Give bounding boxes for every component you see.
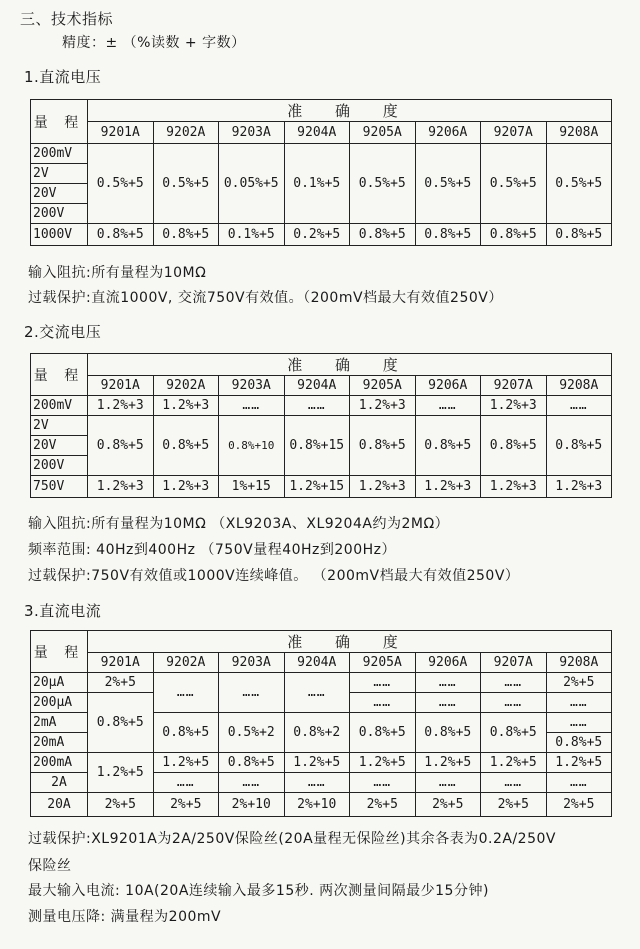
value-cell: …… [284, 773, 350, 793]
value-cell: 0.5%+5 [88, 144, 154, 224]
range-header: 量 程 [31, 100, 88, 144]
dcv-table [30, 99, 612, 246]
value-cell: …… [350, 773, 416, 793]
range-cell: 20V [31, 436, 88, 456]
dcv-title: 1.直流电压 [24, 68, 102, 86]
value-cell: …… [350, 673, 416, 693]
value-cell: …… [153, 773, 219, 793]
value-cell: 0.8%+5 [481, 416, 547, 476]
value-cell: 0.8%+10 [219, 416, 285, 476]
value-cell: 0.5%+5 [415, 144, 481, 224]
value-cell: 0.8%+5 [153, 224, 219, 246]
range-header: 量 程 [31, 354, 88, 396]
range-cell: 200mV [31, 396, 88, 416]
value-cell: …… [415, 396, 481, 416]
value-cell: 0.8%+5 [481, 713, 547, 753]
precision-note: 精度：± （%读数 + 字数） [62, 35, 246, 51]
value-cell: 0.5%+5 [350, 144, 416, 224]
value-cell: 0.8%+5 [88, 224, 154, 246]
value-cell: 2%+5 [415, 793, 481, 817]
value-cell: …… [153, 673, 219, 713]
value-cell: 0.8%+5 [350, 224, 416, 246]
value-cell: 1.2%+5 [350, 753, 416, 773]
value-cell: 0.5%+5 [481, 144, 547, 224]
dca-table [30, 630, 612, 817]
model-header: 9208A [546, 653, 612, 673]
value-cell: …… [219, 673, 285, 713]
value-cell: 1.2%+3 [88, 476, 154, 498]
range-cell: 1000V [31, 224, 88, 246]
accuracy-header: 准 确 度 [88, 100, 612, 122]
value-cell: 2%+5 [546, 793, 612, 817]
value-cell: 0.8%+5 [481, 224, 547, 246]
model-header: 9204A [284, 376, 350, 396]
acv-note-impedance: 输入阻抗:所有量程为10MΩ （XL9203A、XL9204A约为2MΩ） [28, 516, 450, 532]
value-cell: …… [219, 396, 285, 416]
value-cell: 0.8%+5 [546, 733, 612, 753]
model-header: 9201A [88, 122, 154, 144]
model-header: 9208A [546, 376, 612, 396]
range-cell: 2mA [31, 713, 88, 733]
value-cell: 0.1%+5 [284, 144, 350, 224]
range-cell: 2V [31, 164, 88, 184]
value-cell: …… [546, 693, 612, 713]
model-header: 9201A [88, 653, 154, 673]
value-cell: 0.8%+5 [546, 224, 612, 246]
range-cell: 20mA [31, 733, 88, 753]
value-cell: 0.1%+5 [219, 224, 285, 246]
value-cell: 1.2%+5 [153, 753, 219, 773]
value-cell: 0.8%+2 [284, 713, 350, 753]
model-header: 9207A [481, 376, 547, 396]
model-header: 9205A [350, 122, 416, 144]
dcv-note-impedance: 输入阻抗:所有量程为10MΩ [28, 265, 207, 281]
value-cell: …… [219, 773, 285, 793]
dcv-note-overload: 过载保护:直流1000V, 交流750V有效值。（200mV档最大有效值250V） [28, 290, 503, 306]
acv-table [30, 353, 612, 498]
value-cell: 2%+5 [350, 793, 416, 817]
model-header: 9203A [219, 376, 285, 396]
value-cell: 1.2%+3 [415, 476, 481, 498]
acv-title: 2.交流电压 [24, 323, 102, 341]
value-cell: 0.2%+5 [284, 224, 350, 246]
value-cell: 1.2%+15 [284, 476, 350, 498]
value-cell: 1.2%+5 [88, 753, 154, 793]
value-cell: 0.5%+5 [546, 144, 612, 224]
value-cell: …… [284, 673, 350, 713]
range-header: 量 程 [31, 631, 88, 673]
model-header: 9201A [88, 376, 154, 396]
value-cell: …… [546, 773, 612, 793]
accuracy-header: 准 确 度 [88, 631, 612, 653]
value-cell: 2%+5 [153, 793, 219, 817]
value-cell: 0.5%+2 [219, 713, 285, 753]
model-header: 9203A [219, 653, 285, 673]
value-cell: 1.2%+3 [350, 476, 416, 498]
model-header: 9208A [546, 122, 612, 144]
value-cell: 1%+15 [219, 476, 285, 498]
value-cell: 0.8%+5 [415, 713, 481, 753]
value-cell: 2%+10 [219, 793, 285, 817]
value-cell: …… [284, 396, 350, 416]
range-cell: 2V [31, 416, 88, 436]
model-header: 9207A [481, 122, 547, 144]
value-cell: 1.2%+3 [546, 476, 612, 498]
value-cell: 0.8%+5 [88, 416, 154, 476]
value-cell: 1.2%+3 [153, 476, 219, 498]
range-cell: 200mV [31, 144, 88, 164]
value-cell: …… [546, 713, 612, 733]
value-cell: 1.2%+5 [481, 753, 547, 773]
accuracy-header: 准 确 度 [88, 354, 612, 376]
value-cell: 0.5%+5 [153, 144, 219, 224]
value-cell: 2%+5 [88, 793, 154, 817]
value-cell: 0.8%+5 [415, 416, 481, 476]
range-cell: 20V [31, 184, 88, 204]
section-title: 三、技术指标 [20, 10, 114, 28]
value-cell: 1.2%+5 [546, 753, 612, 773]
model-header: 9203A [219, 122, 285, 144]
value-cell: 1.2%+3 [153, 396, 219, 416]
dca-note-overload-cont: 保险丝 [28, 858, 72, 874]
model-header: 9207A [481, 653, 547, 673]
model-header: 9204A [284, 122, 350, 144]
range-cell: 20A [31, 793, 88, 817]
value-cell: 1.2%+3 [350, 396, 416, 416]
dca-note-overload: 过载保护:XL9201A为2A/250V保险丝(20A量程无保险丝)其余各表为0.2A/250V [28, 831, 556, 847]
dca-note-voltage-drop: 测量电压降: 满量程为200mV [28, 909, 222, 925]
value-cell: 2%+5 [481, 793, 547, 817]
value-cell: 0.8%+5 [88, 693, 154, 753]
value-cell: 0.8%+5 [415, 224, 481, 246]
model-header: 9206A [415, 376, 481, 396]
value-cell: …… [481, 773, 547, 793]
model-header: 9202A [153, 653, 219, 673]
value-cell: 0.8%+5 [350, 416, 416, 476]
value-cell: …… [415, 693, 481, 713]
acv-note-overload: 过载保护:750V有效值或1000V连续峰值。 （200mV档最大有效值250V） [28, 568, 520, 584]
value-cell: 1.2%+5 [284, 753, 350, 773]
model-header: 9202A [153, 376, 219, 396]
range-cell: 2A [31, 773, 88, 793]
value-cell: …… [350, 693, 416, 713]
model-header: 9206A [415, 122, 481, 144]
value-cell: …… [546, 396, 612, 416]
value-cell: 0.8%+5 [546, 416, 612, 476]
model-header: 9205A [350, 653, 416, 673]
value-cell: 2%+5 [88, 673, 154, 693]
value-cell: 2%+5 [546, 673, 612, 693]
value-cell: 0.8%+5 [219, 753, 285, 773]
dca-note-max-current: 最大输入电流: 10A(20A连续输入最多15秒. 两次测量间隔最少15分钟) [28, 883, 489, 899]
acv-note-frequency: 频率范围: 40Hz到400Hz （750V量程40Hz到200Hz） [28, 542, 396, 558]
value-cell: 1.2%+3 [481, 396, 547, 416]
range-cell: 750V [31, 476, 88, 498]
value-cell: 1.2%+3 [88, 396, 154, 416]
value-cell: 0.8%+5 [350, 713, 416, 753]
range-cell: 20μA [31, 673, 88, 693]
value-cell: 0.8%+5 [153, 416, 219, 476]
model-header: 9204A [284, 653, 350, 673]
value-cell: …… [415, 773, 481, 793]
range-cell: 200V [31, 204, 88, 224]
value-cell: 2%+10 [284, 793, 350, 817]
value-cell: …… [481, 693, 547, 713]
model-header: 9205A [350, 376, 416, 396]
range-cell: 200μA [31, 693, 88, 713]
model-header: 9202A [153, 122, 219, 144]
value-cell: 0.8%+15 [284, 416, 350, 476]
value-cell: 0.05%+5 [219, 144, 285, 224]
model-header: 9206A [415, 653, 481, 673]
value-cell: 1.2%+3 [481, 476, 547, 498]
value-cell: 0.8%+5 [153, 713, 219, 753]
value-cell: …… [481, 673, 547, 693]
value-cell: …… [415, 673, 481, 693]
range-cell: 200mA [31, 753, 88, 773]
value-cell: 1.2%+5 [415, 753, 481, 773]
dca-title: 3.直流电流 [24, 602, 102, 620]
range-cell: 200V [31, 456, 88, 476]
